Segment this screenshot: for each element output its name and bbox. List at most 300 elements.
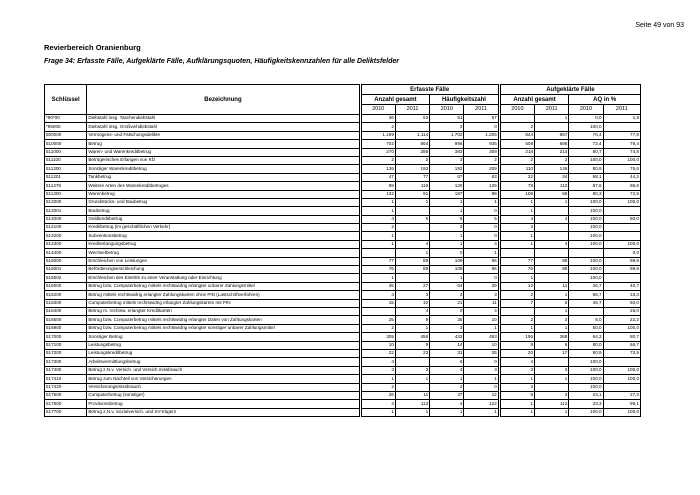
cell-total-2011: 10 <box>395 299 429 307</box>
cell-solved-2011: 2 <box>535 156 569 164</box>
cell-solved-2011: 17 <box>535 349 569 357</box>
cell-key: 517600 <box>45 400 87 408</box>
statistics-table <box>44 84 641 417</box>
cell-frequency-2010: 6 <box>430 215 464 223</box>
cell-total-2010: 45 <box>361 282 395 290</box>
cell-solved-2010: 1 <box>500 408 534 416</box>
cell-description: Leistungsbetrug <box>87 341 359 349</box>
column-header-total: Anzahl gesamt <box>361 95 430 105</box>
cell-description: Beförderungserschleichung <box>87 266 359 274</box>
cell-description: Erschleichen von Leistungen <box>87 257 359 265</box>
cell-key: 514400 <box>45 249 87 257</box>
table-row <box>45 215 641 223</box>
table-row <box>45 131 641 139</box>
cell-frequency-2010: 187 <box>430 190 464 198</box>
cell-rate-2010: 46,7 <box>569 299 603 307</box>
region-title: Revierbereich Oranienburg <box>44 43 141 52</box>
cell-rate-2011: 100,0 <box>603 324 640 332</box>
cell-rate-2010: 68,1 <box>569 173 603 181</box>
cell-rate-2011 <box>603 224 640 232</box>
cell-key: 515001 <box>45 266 87 274</box>
cell-solved-2010: 2 <box>500 316 534 324</box>
year-header: 2011 <box>535 105 569 115</box>
cell-frequency-2010: 64 <box>430 282 464 290</box>
cell-rate-2010: 100,0 <box>569 274 603 282</box>
cell-key: 511000 <box>45 148 87 156</box>
cell-frequency-2011: 98 <box>464 190 498 198</box>
cell-total-2010: 3 <box>361 366 395 374</box>
cell-frequency-2011: 125 <box>464 182 498 190</box>
cell-key: 500000 <box>45 131 87 139</box>
cell-description: Erschleichen des Eintritts zu einer Veranstaltung oder Einrichtung <box>87 274 359 282</box>
cell-total-2010: 3 <box>361 400 395 408</box>
cell-rate-2010: 100,0 <box>569 257 603 265</box>
cell-description: Baubetrug <box>87 207 359 215</box>
cell-solved-2011: 3 <box>535 366 569 374</box>
cell-solved-2010: 844 <box>500 131 534 139</box>
cell-rate-2011: 100,0 <box>603 198 640 206</box>
cell-solved-2011: 214 <box>535 148 569 156</box>
cell-frequency-2010: 31 <box>430 349 464 357</box>
cell-frequency-2010: 4 <box>430 291 464 299</box>
cell-description: Provisionsbetrug <box>87 400 359 408</box>
cell-key: 516200 <box>45 291 87 299</box>
cell-frequency-2011: 96 <box>464 266 498 274</box>
table-row <box>45 274 641 282</box>
cell-solved-2011: 11 <box>535 282 569 290</box>
cell-total-2010: 25 <box>361 316 395 324</box>
table-row <box>45 198 641 206</box>
cell-frequency-2010: 0 <box>430 307 464 315</box>
cell-rate-2010: 100,0 <box>569 123 603 131</box>
cell-rate-2011 <box>603 123 640 131</box>
cell-total-2010: 1.199 <box>361 131 395 139</box>
cell-description: Tankbetrug <box>87 173 359 181</box>
cell-rate-2010: 80,9 <box>569 165 603 173</box>
cell-frequency-2010: 1 <box>430 240 464 248</box>
cell-rate-2011 <box>603 232 640 240</box>
cell-key: 516400 <box>45 307 87 315</box>
cell-frequency-2011: 0 <box>464 232 498 240</box>
cell-total-2010: 4 <box>361 358 395 366</box>
cell-total-2010: 1 <box>361 240 395 248</box>
cell-rate-2010: 100,0 <box>569 358 603 366</box>
cell-frequency-2011: 1 <box>464 198 498 206</box>
cell-total-2011: 1 <box>395 375 429 383</box>
cell-rate-2010: 100,0 <box>569 383 603 391</box>
cell-rate-2011: 80,7 <box>603 333 640 341</box>
cell-solved-2010: 110 <box>500 165 534 173</box>
cell-frequency-2010: 3 <box>430 224 464 232</box>
cell-key: 511201 <box>45 173 87 181</box>
table-row <box>45 115 641 123</box>
table-row <box>45 249 641 257</box>
table-row <box>45 182 641 190</box>
cell-frequency-2011: 29 <box>464 282 498 290</box>
cell-solved-2010: 1 <box>500 240 534 248</box>
table-row <box>45 341 641 349</box>
cell-frequency-2011: 1 <box>464 324 498 332</box>
table-row <box>45 190 641 198</box>
cell-rate-2010: 90,9 <box>569 349 603 357</box>
cell-key: 514100 <box>45 224 87 232</box>
cell-frequency-2011: 10 <box>464 316 498 324</box>
cell-solved-2010: 2 <box>500 123 534 131</box>
cell-frequency-2010: 996 <box>430 140 464 148</box>
cell-solved-2011 <box>535 249 569 257</box>
cell-frequency-2010: 0 <box>430 249 464 257</box>
cell-rate-2010: 100,0 <box>569 224 603 232</box>
cell-key: 512000 <box>45 198 87 206</box>
table-row <box>45 333 641 341</box>
cell-solved-2011 <box>535 274 569 282</box>
cell-solved-2011: 1 <box>535 408 569 416</box>
cell-frequency-2010: 1 <box>430 408 464 416</box>
cell-total-2011: 53 <box>395 115 429 123</box>
cell-solved-2011 <box>535 383 569 391</box>
cell-frequency-2010: 193 <box>430 165 464 173</box>
column-header-description: Bezeichnung <box>87 85 359 115</box>
cell-rate-2011 <box>603 207 640 215</box>
cell-rate-2011: 1,9 <box>603 115 640 123</box>
cell-key: 510000 <box>45 140 87 148</box>
table-row <box>45 324 641 332</box>
cell-solved-2011: 1 <box>535 291 569 299</box>
cell-solved-2011: 66 <box>535 190 569 198</box>
table-header <box>45 85 641 115</box>
cell-frequency-2010: 4 <box>430 366 464 374</box>
cell-rate-2010: 100,0 <box>569 375 603 383</box>
cell-total-2011 <box>395 383 429 391</box>
cell-description: Betrug bzw. Computerbetrug mittels rechtswidrig erlangter Daten von Zahlungskarten <box>87 316 359 324</box>
cell-rate-2011 <box>603 383 640 391</box>
cell-rate-2011: 66,7 <box>603 341 640 349</box>
cell-solved-2011: 3 <box>535 391 569 399</box>
cell-frequency-2011: 1 <box>464 249 498 257</box>
cell-frequency-2010: 35 <box>430 316 464 324</box>
cell-frequency-2011: 1 <box>464 375 498 383</box>
cell-key: *90*00 <box>45 115 87 123</box>
cell-key: 514000 <box>45 215 87 223</box>
cell-frequency-2011: 0 <box>464 274 498 282</box>
cell-rate-2010: 100,0 <box>569 215 603 223</box>
cell-rate-2010: 23,1 <box>569 391 603 399</box>
cell-rate-2011: 100,0 <box>603 408 640 416</box>
cell-solved-2011: 1 <box>535 324 569 332</box>
cell-rate-2011: 72,5 <box>603 190 640 198</box>
cell-description: Sonstiger Betrug <box>87 333 359 341</box>
cell-description: Betrügerisches Erlangen von Kfz <box>87 156 359 164</box>
cell-rate-2010: 100,0 <box>569 156 603 164</box>
cell-total-2011: 23 <box>395 349 429 357</box>
cell-description: Computerbetrug (sonstiger) <box>87 391 359 399</box>
cell-description: Diebstahl insg. Taschendiebstahl <box>87 115 359 123</box>
cell-description: Computerbetrug mittels rechtswidrig erlangter Zahlungskarten mit PIN <box>87 299 359 307</box>
cell-frequency-2011: 0 <box>464 224 498 232</box>
table-row <box>45 266 641 274</box>
cell-description: Betrug bzw. Computerbetrug mittels rechtswidrig erlangter unbarer Zahlungsmittel <box>87 282 359 290</box>
cell-frequency-2011: 12 <box>464 391 498 399</box>
table-row <box>45 400 641 408</box>
cell-rate-2011: 33,3 <box>603 291 640 299</box>
table-row <box>45 383 641 391</box>
cell-frequency-2010: 383 <box>430 148 464 156</box>
cell-frequency-2011: 209 <box>464 165 498 173</box>
year-header: 2011 <box>464 105 498 115</box>
cell-description: Betrug bzw. Computerbetrug mittels rechtswidrig erlangter sonstiger unbarer Zahlungsmittel <box>87 324 359 332</box>
cell-total-2011: 113 <box>395 400 429 408</box>
cell-frequency-2010: 51 <box>430 115 464 123</box>
cell-total-2011: 1 <box>395 324 429 332</box>
cell-description: Betrug z.N.v. Versich. und Versich.missbrauch <box>87 366 359 374</box>
cell-total-2011: 77 <box>395 173 429 181</box>
cell-rate-2010: 100,0 <box>569 408 603 416</box>
question-title: Frage 34: Erfasste Fälle, Aufgeklärte Fälle, Aufklärungsquoten, Häufigkeitskennzahlen für alle Deliktsfelder <box>44 58 400 65</box>
cell-solved-2011: 867 <box>535 131 569 139</box>
cell-total-2010: 1 <box>361 408 395 416</box>
table-row <box>45 307 641 315</box>
cell-key: 517500 <box>45 391 87 399</box>
cell-total-2010: 47 <box>361 173 395 181</box>
cell-total-2010: 2 <box>361 123 395 131</box>
cell-solved-2011: 112 <box>535 400 569 408</box>
cell-total-2010 <box>361 249 395 257</box>
cell-rate-2011 <box>603 274 640 282</box>
cell-rate-2010: 87,6 <box>569 182 603 190</box>
cell-solved-2011: 1 <box>535 115 569 123</box>
cell-rate-2010: 80,7 <box>569 148 603 156</box>
cell-description: Arbeitsvermittlungsbetrug <box>87 358 359 366</box>
cell-key: 516500 <box>45 316 87 324</box>
cell-solved-2011: 6 <box>535 299 569 307</box>
table-row <box>45 173 641 181</box>
cell-total-2010: 22 <box>361 349 395 357</box>
column-header-solved-total: Anzahl gesamt <box>500 95 569 105</box>
cell-rate-2010: 100,0 <box>569 240 603 248</box>
cell-rate-2011: 60,0 <box>603 299 640 307</box>
cell-key: 511300 <box>45 190 87 198</box>
cell-total-2011: 1 <box>395 198 429 206</box>
cell-total-2010: 1 <box>361 207 395 215</box>
cell-key: 517410 <box>45 375 87 383</box>
cell-total-2010: 89 <box>361 182 395 190</box>
table-row <box>45 282 641 290</box>
cell-total-2011: 456 <box>395 333 429 341</box>
cell-solved-2010: 1 <box>500 232 534 240</box>
cell-description: Diebstahl insg. Großviehdiebstahl <box>87 123 359 131</box>
table-row <box>45 257 641 265</box>
cell-frequency-2011: 83 <box>464 173 498 181</box>
group-header-solved: Aufgeklärte Fälle <box>500 85 640 95</box>
cell-frequency-2010: 433 <box>430 333 464 341</box>
cell-rate-2011: 74,8 <box>603 148 640 156</box>
cell-rate-2011: 98,9 <box>603 266 640 274</box>
cell-frequency-2010: 1.702 <box>430 131 464 139</box>
cell-total-2011: 1.114 <box>395 131 429 139</box>
cell-solved-2011: 1 <box>535 198 569 206</box>
cell-frequency-2011: 4 <box>464 307 498 315</box>
cell-total-2010: 2 <box>361 156 395 164</box>
cell-total-2011: 11 <box>395 391 429 399</box>
cell-frequency-2011: 0 <box>464 123 498 131</box>
cell-key: 517420 <box>45 383 87 391</box>
page-number: Seite 49 von 93 <box>635 22 684 29</box>
cell-key: 517200 <box>45 349 87 357</box>
cell-solved-2010: 1 <box>500 375 534 383</box>
table-row <box>45 224 641 232</box>
cell-frequency-2011: 309 <box>464 148 498 156</box>
cell-solved-2010: 77 <box>500 257 534 265</box>
cell-description: Vermögens- und Fälschungsdelikte <box>87 131 359 139</box>
cell-key: 517100 <box>45 341 87 349</box>
cell-total-2011: 3 <box>395 366 429 374</box>
cell-solved-2010: 508 <box>500 140 534 148</box>
cell-solved-2011 <box>535 123 569 131</box>
cell-rate-2010 <box>569 249 603 257</box>
cell-solved-2010: 78 <box>500 182 534 190</box>
cell-rate-2010: 64,3 <box>569 333 603 341</box>
year-header: 2011 <box>395 105 429 115</box>
cell-solved-2010 <box>500 249 534 257</box>
cell-rate-2011: 79,4 <box>603 140 640 148</box>
cell-rate-2011: 100,0 <box>603 375 640 383</box>
cell-rate-2011: 25,0 <box>603 307 640 315</box>
cell-total-2010 <box>361 307 395 315</box>
cell-key: 517700 <box>45 408 87 416</box>
cell-total-2010: 76 <box>361 266 395 274</box>
cell-key: 515002 <box>45 274 87 282</box>
cell-solved-2011 <box>535 207 569 215</box>
table-row <box>45 299 641 307</box>
cell-solved-2011 <box>535 358 569 366</box>
group-header-recorded: Erfasste Fälle <box>361 85 498 95</box>
cell-key: 517000 <box>45 333 87 341</box>
cell-total-2010: 1 <box>361 375 395 383</box>
table-row <box>45 366 641 374</box>
cell-description: Grundstücks- und Baubetrug <box>87 198 359 206</box>
cell-solved-2011: 6 <box>535 341 569 349</box>
cell-total-2011 <box>395 358 429 366</box>
cell-key: 514300 <box>45 240 87 248</box>
cell-frequency-2010: 108 <box>430 266 464 274</box>
cell-frequency-2011: 25 <box>464 349 498 357</box>
cell-key: 516900 <box>45 324 87 332</box>
cell-solved-2011: 2 <box>535 316 569 324</box>
cell-frequency-2011: 2 <box>464 156 498 164</box>
cell-frequency-2011: 3 <box>464 366 498 374</box>
cell-frequency-2010: 1 <box>430 198 464 206</box>
cell-total-2011 <box>395 207 429 215</box>
cell-key: 515000 <box>45 257 87 265</box>
cell-key: 516000 <box>45 282 87 290</box>
table-row <box>45 123 641 131</box>
cell-total-2010: 26 <box>361 391 395 399</box>
cell-total-2010: 15 <box>361 299 395 307</box>
cell-solved-2010: 12 <box>500 282 534 290</box>
cell-frequency-2011: 122 <box>464 400 498 408</box>
cell-key: 517300 <box>45 358 87 366</box>
table-row <box>45 349 641 357</box>
cell-solved-2011: 88 <box>535 266 569 274</box>
cell-total-2011: 1 <box>395 249 429 257</box>
cell-total-2011: 4 <box>395 240 429 248</box>
cell-total-2010: 1 <box>361 274 395 282</box>
cell-description: Leistungskreditbetrug <box>87 349 359 357</box>
cell-total-2010: 36 <box>361 115 395 123</box>
cell-solved-2010 <box>500 115 534 123</box>
cell-solved-2011: 4 <box>535 215 569 223</box>
cell-solved-2011: 368 <box>535 333 569 341</box>
cell-description: Sonstiger Warenkreditbetrug <box>87 165 359 173</box>
cell-frequency-2011: 0 <box>464 358 498 366</box>
cell-rate-2011: 96,6 <box>603 182 640 190</box>
cell-frequency-2011: 57 <box>464 115 498 123</box>
cell-frequency-2011: 1.205 <box>464 131 498 139</box>
cell-frequency-2011: 5 <box>464 215 498 223</box>
cell-solved-2011: 112 <box>535 182 569 190</box>
cell-total-2011: 193 <box>395 165 429 173</box>
cell-solved-2010: 20 <box>500 349 534 357</box>
cell-rate-2010: 70,4 <box>569 131 603 139</box>
table-row <box>45 375 641 383</box>
cell-description: Geldkreditbetrug <box>87 215 359 223</box>
cell-frequency-2010: 3 <box>430 324 464 332</box>
cell-description: Betrug z.N.v. Sozialversich. und SV-trägern <box>87 408 359 416</box>
cell-rate-2010: 100,0 <box>569 366 603 374</box>
column-header-frequency: Häufigkeitszahl <box>430 95 499 105</box>
cell-rate-2011: 80,0 <box>603 215 640 223</box>
cell-total-2010: 1 <box>361 232 395 240</box>
cell-total-2011: 3 <box>395 291 429 299</box>
table-row <box>45 207 641 215</box>
cell-rate-2010: 80,3 <box>569 190 603 198</box>
cell-rate-2011: 99,1 <box>603 400 640 408</box>
cell-solved-2011: 1 <box>535 375 569 383</box>
cell-rate-2011: 100,0 <box>603 156 640 164</box>
cell-rate-2010: 50,0 <box>569 324 603 332</box>
cell-description: Warenbetrug <box>87 190 359 198</box>
cell-solved-2011: 4 <box>535 240 569 248</box>
cell-total-2010: 3 <box>361 291 395 299</box>
cell-rate-2011: 100,0 <box>603 366 640 374</box>
year-header: 2010 <box>569 105 603 115</box>
table-row <box>45 165 641 173</box>
cell-description: Betrug zum Nachteil von Versicherungen <box>87 375 359 383</box>
cell-frequency-2010: 14 <box>430 341 464 349</box>
cell-key: 517400 <box>45 366 87 374</box>
cell-solved-2010: 76 <box>500 266 534 274</box>
cell-solved-2010: 196 <box>500 333 534 341</box>
cell-rate-2010: 100,0 <box>569 232 603 240</box>
cell-frequency-2010: 67 <box>430 173 464 181</box>
cell-rate-2010: 33,3 <box>569 400 603 408</box>
cell-solved-2011: 34 <box>535 173 569 181</box>
cell-solved-2010: 2 <box>500 224 534 232</box>
cell-solved-2010 <box>500 307 534 315</box>
cell-rate-2011: 27,3 <box>603 391 640 399</box>
cell-key: 514200 <box>45 232 87 240</box>
cell-frequency-2011: 4 <box>464 240 498 248</box>
cell-total-2011: 27 <box>395 282 429 290</box>
cell-total-2011: 286 <box>395 148 429 156</box>
cell-description: Betrug <box>87 140 359 148</box>
cell-solved-2010: 1 <box>500 207 534 215</box>
cell-solved-2011: 686 <box>535 140 569 148</box>
cell-frequency-2010: 21 <box>430 299 464 307</box>
cell-key: 511100 <box>45 156 87 164</box>
cell-solved-2011 <box>535 224 569 232</box>
cell-key: 516300 <box>45 299 87 307</box>
